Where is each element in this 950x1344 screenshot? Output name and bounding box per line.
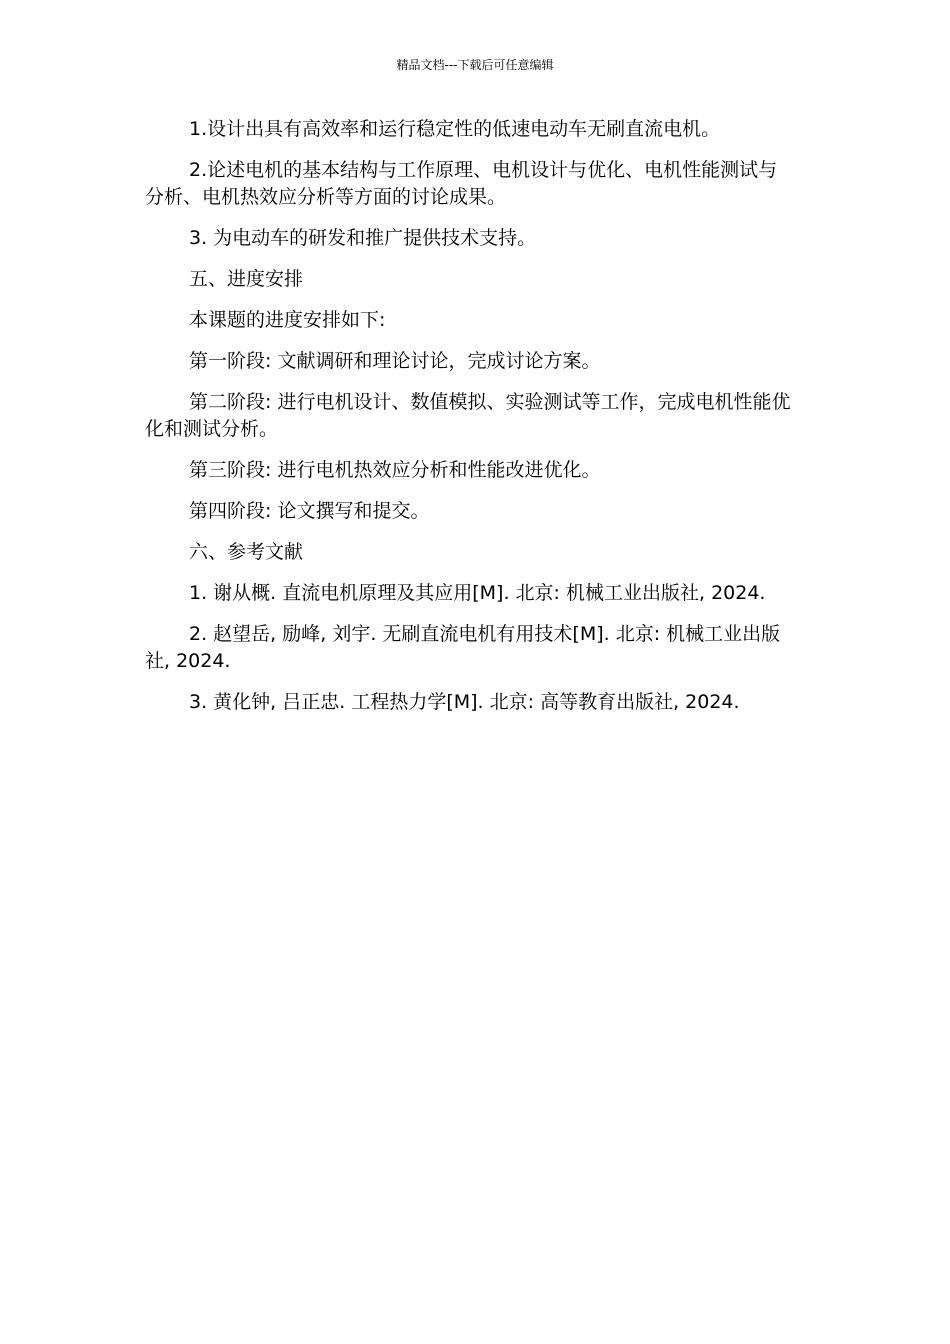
schedule-intro: 本课题的进度安排如下: [189, 309, 386, 331]
page-header: 精品文档---下载后可任意编辑 [396, 58, 554, 72]
reference-item-3: 3. 黄化钟, 吕正忠. 工程热力学[M]. 北京: 高等教育出版社, 2024. [189, 691, 740, 713]
section-heading-references: 六、参考文献 [189, 541, 304, 563]
schedule-stage-3: 第三阶段: 进行电机热效应分析和性能改进优化。 [189, 459, 601, 481]
schedule-stage-2: 第二阶段: 进行电机设计、数值模拟、实验测试等工作，完成电机性能优化和测试分析。 [145, 391, 791, 440]
goal-item-1: 1.设计出具有高效率和运行稳定性的低速电动车无刷直流电机。 [189, 118, 721, 140]
reference-item-2: 2. 赵望岳, 励峰, 刘宇. 无刷直流电机有用技术[M]. 北京: 机械工业出版社, 2024. [145, 623, 781, 672]
document-body [145, 116, 795, 730]
schedule-stage-1: 第一阶段: 文献调研和理论讨论，完成讨论方案。 [189, 350, 601, 372]
section-heading-schedule: 五、进度安排 [189, 268, 304, 290]
schedule-stage-4: 第四阶段: 论文撰写和提交。 [189, 500, 430, 522]
goal-item-2: 2.论述电机的基本结构与工作原理、电机设计与优化、电机性能测试与分析、电机热效应分析等方面的讨论成果。 [145, 159, 778, 208]
reference-item-1: 1. 谢从概. 直流电机原理及其应用[M]. 北京: 机械工业出版社, 2024. [189, 582, 766, 604]
goal-item-3: 3. 为电动车的研发和推广提供技术支持。 [189, 227, 537, 249]
